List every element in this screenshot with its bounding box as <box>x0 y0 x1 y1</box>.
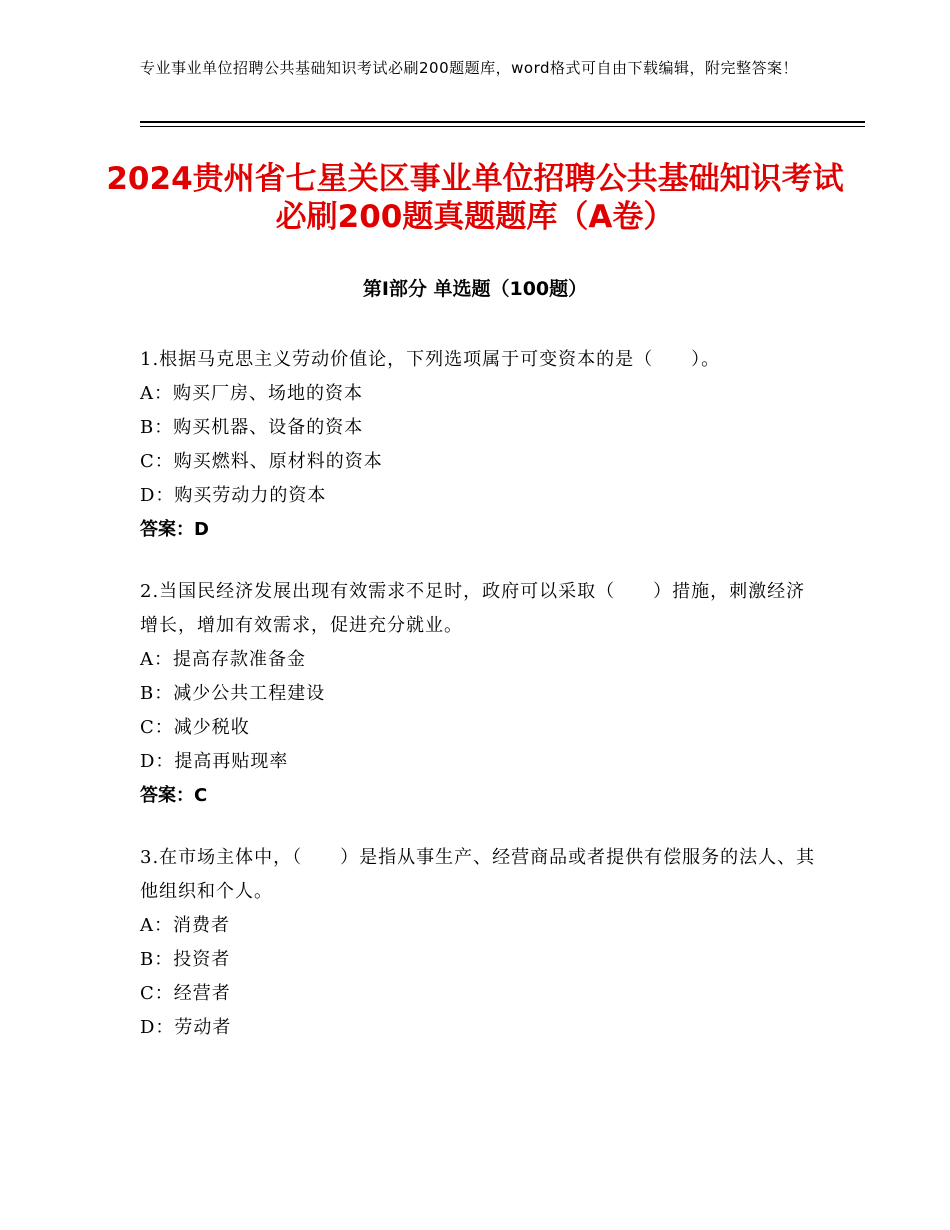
document-title: 2024贵州省七星关区事业单位招聘公共基础知识考试必刷200题真题题库（A卷） <box>106 161 844 235</box>
option-a: A：购买厂房、场地的资本 <box>140 383 363 404</box>
option-b: B：投资者 <box>140 949 231 970</box>
answer-line: 答案：C <box>140 785 208 806</box>
header-note: 专业事业单位招聘公共基础知识考试必刷200题题库，word格式可自由下载编辑，附完整答案！ <box>140 59 799 77</box>
option-a: A：消费者 <box>140 915 230 936</box>
question-3 <box>140 841 820 1045</box>
question-list <box>140 343 820 1073</box>
option-c: C：经营者 <box>140 983 231 1004</box>
section-title: 第Ⅰ部分 单选题（100题） <box>362 278 588 300</box>
option-d: D：劳动者 <box>140 1017 232 1038</box>
option-d: D：提高再贴现率 <box>140 751 289 772</box>
question-2 <box>140 575 820 813</box>
option-d: D：购买劳动力的资本 <box>140 485 327 506</box>
header-rule-thin <box>140 126 865 127</box>
question-stem: 3.在市场主体中，（ ）是指从事生产、经营商品或者提供有偿服务的法人、其他组织和个人。 <box>140 847 816 902</box>
option-c: C：减少税收 <box>140 717 250 738</box>
option-c: C：购买燃料、原材料的资本 <box>140 451 383 472</box>
question-1 <box>140 343 820 547</box>
header-rule-thick <box>140 121 865 123</box>
option-b: B：购买机器、设备的资本 <box>140 417 364 438</box>
question-stem: 1.根据马克思主义劳动价值论，下列选项属于可变资本的是（ ）。 <box>140 349 721 370</box>
question-stem: 2.当国民经济发展出现有效需求不足时，政府可以采取（ ）措施，刺激经济增长，增加有效需求，促进充分就业。 <box>140 581 806 636</box>
option-a: A：提高存款准备金 <box>140 649 306 670</box>
option-b: B：减少公共工程建设 <box>140 683 326 704</box>
answer-line: 答案：D <box>140 519 209 540</box>
